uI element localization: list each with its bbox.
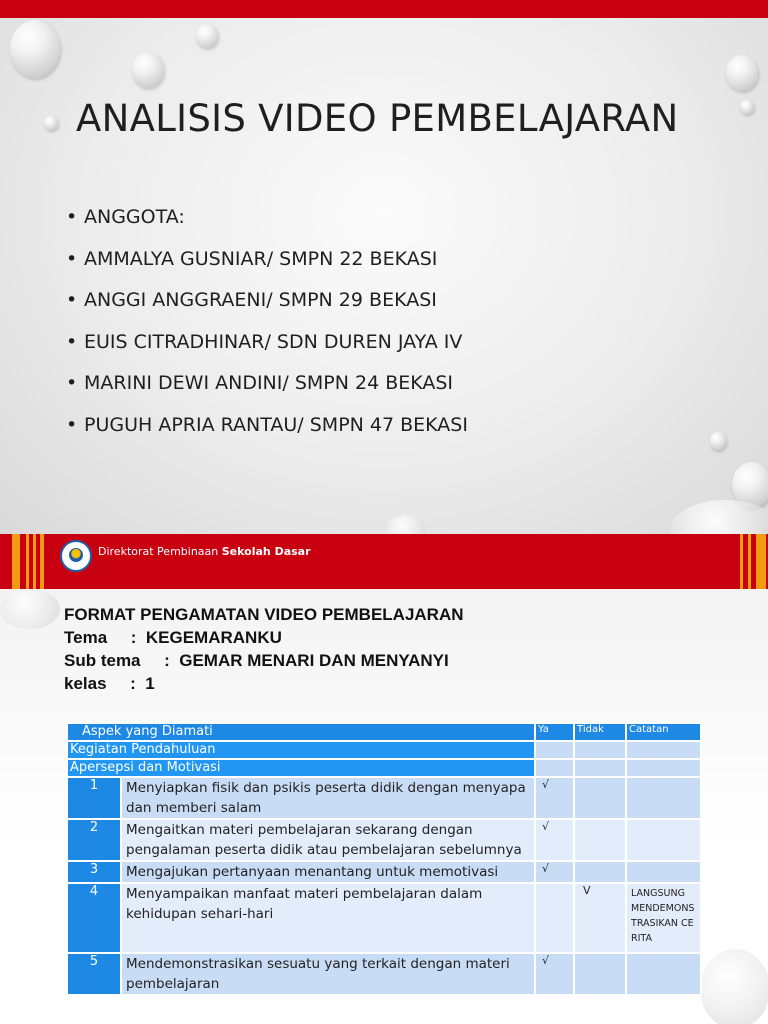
bullet-icon: • [66,206,78,228]
decor-stripe [748,534,751,589]
section-row [67,759,701,777]
member-list [66,204,468,453]
observation-table [66,722,702,996]
table-row: 5 Mendemonstrasikan sesuatu yang terkait dengan materi pembelajaran √ [67,953,701,995]
water-drop-icon [10,20,60,78]
decor-stripe [33,534,36,589]
bullet-icon: • [66,413,78,436]
list-item: • PUGUH APRIA RANTAU/ SMPN 47 BEKASI [66,413,468,436]
bullet-icon: • [66,330,78,353]
section-label: Apersepsi dan Motivasi [67,759,535,777]
decor-stripe [756,534,766,589]
decor-stripe [40,534,44,589]
water-drop-icon [44,116,58,130]
tut-wuri-handayani-logo-icon [60,540,92,572]
top-red-bar [0,0,768,18]
decor-stripe [740,534,743,589]
water-drop-icon [710,432,726,450]
column-header: Ya [535,723,574,741]
table-header-row [67,723,701,741]
decor-stripe [12,534,20,589]
directorate-label: Direktorat Pembinaan Sekolah Dasar [98,545,311,558]
section-label: Kegiatan Pendahuluan [67,741,535,759]
water-drop-icon [740,100,754,114]
water-drop-icon [386,515,426,534]
table-row: 2 Mengaitkan materi pembelajaran sekarang dengan pengalaman peserta didik atau pembelajaran sebelumnya √ [67,819,701,861]
table-row: 3 Mengajukan pertanyaan menantang untuk memotivasi √ [67,861,701,883]
water-drop-icon [132,52,164,88]
water-drop-icon [196,24,218,48]
bullet-icon: • [66,372,78,394]
bullet-icon: • [66,289,78,311]
water-drop-icon [726,55,758,91]
column-header: Catatan [626,723,701,741]
slide-title: ANALISIS VIDEO PEMBELAJARAN [76,97,679,140]
decor-stripe [26,534,29,589]
footer-band [0,534,768,589]
column-header: Tidak [574,723,626,741]
list-item: • ANGGOTA: [66,206,185,228]
section-row [67,741,701,759]
observation-header: FORMAT PENGAMATAN VIDEO PEMBELAJARAN Tema : KEGEMARANKU Sub tema : GEMAR MENARI DAN MENYANYI kelas : 1 [64,605,464,693]
list-item: • EUIS CITRADHINAR/ SDN DUREN JAYA IV [66,330,463,353]
water-drop-icon [670,500,768,534]
observation-slide [0,589,768,1024]
list-item: • MARINI DEWI ANDINI/ SMPN 24 BEKASI [66,372,454,394]
list-item: • AMMALYA GUSNIAR/ SMPN 22 BEKASI [66,247,438,270]
water-drop-icon [700,949,768,1024]
table-row: 1 Menyiapkan fisik dan psikis peserta didik dengan menyapa dan memberi salam √ [67,777,701,819]
list-item: • ANGGI ANGGRAENI/ SMPN 29 BEKASI [66,289,437,311]
bullet-icon: • [66,247,78,270]
column-header: Aspek yang Diamati [67,723,535,741]
water-drop-icon [0,589,60,629]
table-row: 4 Menyampaikan manfaat materi pembelajaran dalam kehidupan sehari-hari V LANGSUNG MENDEMONSTRASIKAN CERITA [67,883,701,953]
